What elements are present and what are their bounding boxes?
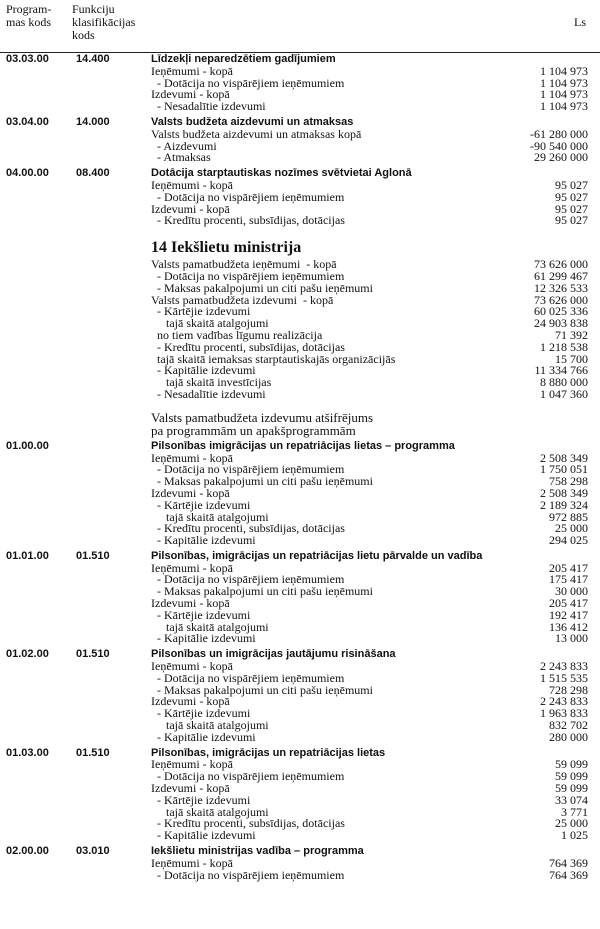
row-amount: 2 243 833 [540,694,588,709]
row-label: - Dotācija no vispārējiem ieņēmumiem [151,670,345,685]
table-header [0,0,600,53]
row-amount: 175 417 [549,572,588,587]
row-label: - Dotācija no vispārējiem ieņēmumiem [151,75,345,90]
row-amount: 1 515 535 [540,670,588,685]
row-label: - Kredītu procenti, subsīdijas, dotācijas [151,816,345,831]
row-amount: -61 280 000 [530,126,588,141]
row-label: tajā skaitā investīcijas [151,375,272,390]
row-label: - Maksas pakalpojumi un citi pašu ieņēmumi [151,682,373,697]
table-row [0,830,600,842]
table-row [0,476,600,488]
row-amount: 972 885 [549,509,588,524]
row-amount: 1 025 [561,828,588,843]
table-row [0,818,600,830]
row-label: - Maksas pakalpojumi un citi pašu ieņēmumi [151,584,373,599]
table-row [0,101,600,113]
ministry-title: 14 Iekšlietu ministrija [151,239,302,257]
row-label: tajā skaitā atalgojumi [151,718,269,733]
row-label: - Kapitālie izdevumi [151,363,256,378]
row-label: - Kapitālie izdevumi [151,533,256,548]
program-code: 03.03.00 [6,53,49,65]
row-amount: 136 412 [549,619,588,634]
row-label: - Dotācija no vispārējiem ieņēmumiem [151,268,345,283]
row-amount: 1 104 973 [540,99,588,114]
table-row [0,89,600,101]
row-amount: 832 702 [549,718,588,733]
row-label: tajā skaitā atalgojumi [151,316,269,331]
function-code: 03.010 [76,845,110,858]
col-header-program-line2: mas kods [6,15,51,29]
row-amount: 73 626 000 [534,292,588,307]
row-label: Ieņēmumi - kopā [151,659,233,674]
table-row [0,535,600,547]
row-amount: 1 104 973 [540,87,588,102]
section-heading-row [0,168,600,180]
row-label: - Maksas pakalpojumi un citi pašu ieņēmumi [151,280,373,295]
row-label: Valsts pamatbudžeta ieņēmumi - kopā [151,257,337,272]
section-heading-row [0,54,600,66]
row-label: Ieņēmumi - kopā [151,450,233,465]
table-row [0,607,600,622]
row-label: - Dotācija no vispārējiem ieņēmumiem [151,462,345,477]
function-code: 01.510 [76,746,110,759]
row-amount: 59 099 [555,769,588,784]
section-heading-row [0,551,600,563]
row-amount: 30 000 [555,584,588,599]
row-amount: 61 299 467 [534,268,588,283]
col-header-function-code [72,3,146,42]
table-row [0,682,600,697]
table-row [0,792,600,807]
row-amount: 764 369 [549,855,588,870]
row-label: Ieņēmumi - kopā [151,560,233,575]
row-label: - Kredītu procenti, subsīdijas, dotācijas [151,339,345,354]
table-row [0,598,600,610]
row-label: - Kārtējie izdevumi [151,792,251,807]
row-amount: 2 508 349 [540,485,588,500]
breakdown-title: Valsts pamatbudžeta izdevumu atšifrējums [151,409,374,425]
section-title: Valsts budžeta aizdevumi un atmaksas [151,115,354,128]
row-label: - Dotācija no vispārējiem ieņēmumiem [151,867,345,882]
row-label: no tiem vadības līgumu realizācija [151,327,323,342]
col-header-currency: Ls [574,15,586,29]
function-code: 14.000 [76,115,110,128]
row-label: Ieņēmumi - kopā [151,757,233,772]
section-title: Līdzekļi neparedzētiem gadījumiem [151,53,336,65]
row-label: Valsts pamatbudžeta izdevumi - kopā [151,292,334,307]
table-row [0,633,600,645]
program-code: 01.00.00 [6,439,49,452]
table-row [0,377,600,389]
row-label: tajā skaitā iemaksas starptautiskajās organizācijās [151,351,396,366]
function-code: 01.510 [76,549,110,562]
function-code: 14.400 [76,53,110,65]
function-code: 01.510 [76,648,110,661]
row-label: - Kārtējie izdevumi [151,304,251,319]
col-header-func-line3: kods [72,28,95,42]
row-amount: 11 334 766 [534,363,588,378]
row-label: - Nesadalītie izdevumi [151,99,266,114]
table-row [0,619,600,634]
section-heading-row [0,846,600,858]
program-code: 02.00.00 [6,845,49,858]
row-amount: 1 047 360 [540,386,588,401]
table-row [0,783,600,795]
function-code: 08.400 [76,167,110,180]
row-amount: 1 104 973 [540,63,588,78]
table-row [0,306,600,318]
breakdown-heading-line1 [0,411,600,424]
row-label: Izdevumi - kopā [151,694,230,709]
row-amount: 95 027 [555,201,588,216]
row-label: - Kapitālie izdevumi [151,729,256,744]
table-row [0,497,600,512]
row-label: - Kārtējie izdevumi [151,497,251,512]
row-label: - Nesadalītie izdevumi [151,386,266,401]
section-title: Pilsonības imigrācijas un repatriācijas lietas – programma [151,439,455,452]
row-label: - Kārtējie izdevumi [151,607,251,622]
row-label: - Kapitālie izdevumi [151,828,256,843]
row-amount: 13 000 [555,631,588,646]
section-title: Iekšlietu ministrijas vadība – programma [151,845,364,858]
row-amount: 2 508 349 [540,450,588,465]
col-header-func-line2: klasifikācijas [72,15,136,29]
row-label: Izdevumi - kopā [151,201,230,216]
row-amount: 71 392 [555,327,588,342]
row-amount: 2 243 833 [540,659,588,674]
row-amount: 73 626 000 [534,257,588,272]
table-row [0,189,600,204]
section-title: Pilsonības, imigrācijas un repatriācijas lietas [151,746,386,759]
section-title: Dotācija starptautiskas nozīmes svētvietai Aglonā [151,167,412,180]
table-row [0,215,600,227]
section-heading-row [0,748,600,760]
row-amount: 25 000 [555,816,588,831]
row-amount: 24 903 838 [534,316,588,331]
row-amount: 728 298 [549,682,588,697]
table-row [0,365,600,377]
col-header-program-line1: Program- [6,2,52,16]
table-row [0,523,600,535]
table-row [0,708,600,720]
row-label: tajā skaitā atalgojumi [151,619,269,634]
row-amount: -90 540 000 [530,138,588,153]
row-label: - Kredītu procenti, subsīdijas, dotācijas [151,521,345,536]
row-amount: 25 000 [555,521,588,536]
row-amount: 294 025 [549,533,588,548]
table-row [0,586,600,598]
program-code: 01.01.00 [6,549,49,562]
row-label: - Dotācija no vispārējiem ieņēmumiem [151,189,345,204]
row-label: Valsts budžeta aizdevumi un atmaksas kopā [151,126,362,141]
table-row [0,867,600,882]
row-label: Izdevumi - kopā [151,87,230,102]
col-header-program-code [6,3,66,29]
row-amount: 764 369 [549,867,588,882]
row-amount: 1 750 051 [540,462,588,477]
row-label: Ieņēmumi - kopā [151,855,233,870]
table-row [0,771,600,783]
breakdown-subtitle: pa programmām un apakšprogrammām [151,422,356,438]
row-amount: 60 025 336 [534,304,588,319]
table-row [0,152,600,164]
row-amount: 29 260 000 [534,150,588,165]
row-label: tajā skaitā atalgojumi [151,804,269,819]
row-amount: 192 417 [549,607,588,622]
row-label: - Aizdevumi [151,138,217,153]
table-row [0,75,600,90]
row-amount: 205 417 [549,560,588,575]
program-code: 04.00.00 [6,167,49,180]
row-label: Izdevumi - kopā [151,781,230,796]
row-amount: 1 218 538 [540,339,588,354]
row-label: - Dotācija no vispārējiem ieņēmumiem [151,572,345,587]
program-code: 03.04.00 [6,115,49,128]
row-amount: 59 099 [555,781,588,796]
table-row [0,729,600,744]
table-row [0,720,600,732]
row-amount: 280 000 [549,729,588,744]
row-label: - Kredītu procenti, subsīdijas, dotācijas [151,213,345,228]
program-code: 01.03.00 [6,746,49,759]
row-label: Izdevumi - kopā [151,485,230,500]
section-title: Pilsonības, imigrācijas un repatriācijas lietu pārvalde un vadība [151,549,483,562]
row-amount: 205 417 [549,596,588,611]
row-amount: 33 074 [555,792,588,807]
row-amount: 1 104 973 [540,75,588,90]
row-amount: 12 326 533 [534,280,588,295]
row-label: - Kapitālie izdevumi [151,631,256,646]
row-amount: 1 963 833 [540,706,588,721]
row-amount: 2 189 324 [540,497,588,512]
section-heading-row [0,649,600,661]
row-label: Ieņēmumi - kopā [151,177,233,192]
row-label: tajā skaitā atalgojumi [151,509,269,524]
row-label: Izdevumi - kopā [151,596,230,611]
row-label: - Dotācija no vispārējiem ieņēmumiem [151,769,345,784]
table-row [0,138,600,153]
row-amount: 95 027 [555,213,588,228]
ministry-heading [0,237,600,259]
program-code: 01.02.00 [6,648,49,661]
table-row [0,351,600,366]
row-amount: 8 880 000 [540,375,588,390]
row-label: - Maksas pakalpojumi un citi pašu ieņēmumi [151,474,373,489]
row-amount: 3 771 [561,804,588,819]
col-header-func-line1: Funkciju [72,2,115,16]
spacer [0,227,600,237]
row-amount: 758 298 [549,474,588,489]
table-row [0,386,600,401]
budget-table-body [0,54,600,881]
row-label: - Kārtējie izdevumi [151,706,251,721]
section-heading-row [0,441,600,453]
table-row [0,292,600,307]
row-label: Ieņēmumi - kopā [151,63,233,78]
row-amount: 95 027 [555,177,588,192]
row-amount: 95 027 [555,189,588,204]
row-amount: 59 099 [555,757,588,772]
table-row [0,126,600,141]
table-row [0,485,600,500]
section-title: Pilsonības un imigrācijas jautājumu risināšana [151,648,396,661]
breakdown-heading-line2 [0,424,600,437]
row-amount: 15 700 [555,351,588,366]
row-label: - Atmaksas [151,150,211,165]
table-row [0,696,600,708]
